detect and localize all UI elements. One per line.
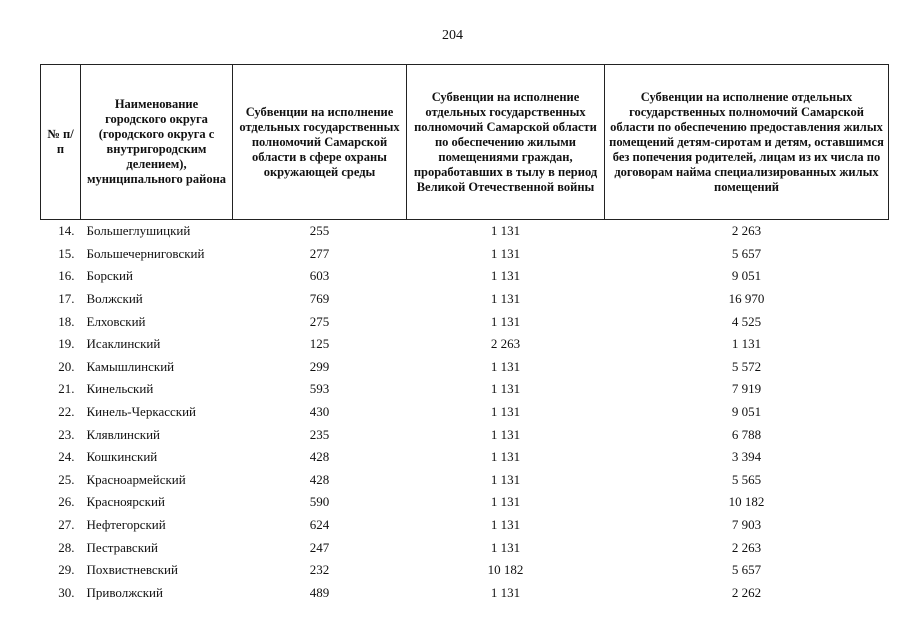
municipality-name-cell: Кинельский [86, 381, 154, 397]
table-row [41, 333, 889, 356]
row-number-cell: 18. [58, 313, 75, 329]
municipality-name-cell: Большеглушицкий [86, 223, 191, 239]
table-row [41, 491, 889, 514]
row-number-cell: 24. [58, 449, 75, 465]
row-number-cell: 30. [58, 584, 75, 600]
table-row [41, 288, 889, 311]
table-row [41, 265, 889, 288]
orphans-housing-subvention-cell: 16 970 [728, 291, 765, 307]
orphans-housing-subvention-cell: 2 263 [731, 539, 762, 555]
environment-subvention-cell: 769 [309, 291, 330, 307]
table-row [41, 243, 889, 266]
subventions-table [40, 64, 889, 604]
home-front-housing-subvention-cell: 1 131 [490, 426, 521, 442]
home-front-housing-subvention-cell: 1 131 [490, 381, 521, 397]
row-number-cell: 21. [58, 381, 75, 397]
row-number-cell: 27. [58, 517, 75, 533]
environment-subvention-cell: 232 [309, 562, 330, 578]
municipality-name-cell: Красноармейский [86, 471, 186, 487]
table-header [41, 65, 889, 220]
page-number: 204 [442, 28, 463, 43]
table-header-row [41, 65, 889, 220]
row-number-cell: 29. [58, 562, 75, 578]
orphans-housing-subvention-cell: 5 572 [731, 358, 762, 374]
municipality-name-cell: Большечерниговский [86, 245, 205, 261]
municipality-name-cell: Камышлинский [86, 358, 175, 374]
home-front-housing-subvention-cell: 1 131 [490, 245, 521, 261]
environment-subvention-cell: 299 [309, 358, 330, 374]
home-front-housing-subvention-cell: 1 131 [490, 223, 521, 239]
table-row [41, 310, 889, 333]
row-number-cell: 15. [58, 245, 75, 261]
municipality-name-cell: Исаклинский [86, 336, 161, 352]
home-front-housing-subvention-cell: 1 131 [490, 404, 521, 420]
home-front-housing-subvention-cell: 1 131 [490, 313, 521, 329]
home-front-housing-subvention-cell: 1 131 [490, 449, 521, 465]
home-front-housing-subvention-cell: 1 131 [490, 494, 521, 510]
table-row [41, 423, 889, 446]
row-number-cell: 14. [58, 223, 75, 239]
header-environment-subvention: Субвенции на исполнение отдельных государственных полномочий Самарской области в сфере охраны окружающей среды [233, 65, 407, 220]
orphans-housing-subvention-cell: 1 131 [731, 336, 762, 352]
header-home-front-housing-subvention: Субвенции на исполнение отдельных государственных полномочий Самарской области по обеспечению жилыми помещениями граждан, проработавших в тылу в период Великой Отечественной войны [407, 65, 605, 220]
orphans-housing-subvention-cell: 3 394 [731, 449, 762, 465]
environment-subvention-cell: 430 [309, 404, 330, 420]
table-row [41, 536, 889, 559]
home-front-housing-subvention-cell: 1 131 [490, 358, 521, 374]
home-front-housing-subvention-cell: 1 131 [490, 517, 521, 533]
environment-subvention-cell: 428 [309, 449, 330, 465]
environment-subvention-cell: 247 [309, 539, 330, 555]
row-number-cell: 19. [58, 336, 75, 352]
municipality-name-cell: Борский [86, 268, 133, 284]
table-row [41, 220, 889, 243]
table-row [41, 469, 889, 492]
municipality-name-cell: Нефтегорский [86, 517, 166, 533]
orphans-housing-subvention-cell: 2 262 [731, 584, 762, 600]
municipality-name-cell: Кошкинский [86, 449, 158, 465]
table-row [41, 514, 889, 537]
table-row [41, 356, 889, 379]
home-front-housing-subvention-cell: 1 131 [490, 539, 521, 555]
orphans-housing-subvention-cell: 7 919 [731, 381, 762, 397]
environment-subvention-cell: 624 [309, 517, 330, 533]
table-row [41, 401, 889, 424]
table-row [41, 582, 889, 605]
municipality-name-cell: Кинель-Черкасский [86, 404, 196, 420]
environment-subvention-cell: 593 [309, 381, 330, 397]
row-number-cell: 25. [58, 471, 75, 487]
municipality-name-cell: Похвистневский [86, 562, 178, 578]
table-row [41, 446, 889, 469]
orphans-housing-subvention-cell: 2 263 [731, 223, 762, 239]
environment-subvention-cell: 590 [309, 494, 330, 510]
header-municipality-name: Наименование городского округа (городского округа с внутригородским делением), муниципального района [81, 65, 233, 220]
municipality-name-cell: Волжский [86, 291, 143, 307]
header-orphans-housing-subvention: Субвенции на исполнение отдельных государственных полномочий Самарской области по обеспечению предоставления жилых помещений детям-сиротам и детям, оставшимся без попечения родителей, лицам из их числа по договорам найма специализированных жилых помещений [605, 65, 889, 220]
home-front-housing-subvention-cell: 10 182 [487, 562, 524, 578]
orphans-housing-subvention-cell: 9 051 [731, 268, 762, 284]
environment-subvention-cell: 277 [309, 245, 330, 261]
municipality-name-cell: Клявлинский [86, 426, 161, 442]
table-row [41, 378, 889, 401]
orphans-housing-subvention-cell: 7 903 [731, 517, 762, 533]
home-front-housing-subvention-cell: 2 263 [490, 336, 521, 352]
environment-subvention-cell: 603 [309, 268, 330, 284]
home-front-housing-subvention-cell: 1 131 [490, 291, 521, 307]
table-row [41, 559, 889, 582]
municipality-name-cell: Елховский [86, 313, 146, 329]
row-number-cell: 16. [58, 268, 75, 284]
municipality-name-cell: Красноярский [86, 494, 165, 510]
row-number-cell: 28. [58, 539, 75, 555]
table-body [41, 220, 889, 605]
orphans-housing-subvention-cell: 5 565 [731, 471, 762, 487]
row-number-cell: 17. [58, 291, 75, 307]
row-number-cell: 20. [58, 358, 75, 374]
environment-subvention-cell: 489 [309, 584, 330, 600]
municipality-name-cell: Пестравский [86, 539, 158, 555]
home-front-housing-subvention-cell: 1 131 [490, 584, 521, 600]
environment-subvention-cell: 125 [309, 336, 330, 352]
orphans-housing-subvention-cell: 9 051 [731, 404, 762, 420]
home-front-housing-subvention-cell: 1 131 [490, 268, 521, 284]
orphans-housing-subvention-cell: 6 788 [731, 426, 762, 442]
municipality-name-cell: Приволжский [86, 584, 163, 600]
row-number-cell: 23. [58, 426, 75, 442]
orphans-housing-subvention-cell: 4 525 [731, 313, 762, 329]
row-number-cell: 26. [58, 494, 75, 510]
orphans-housing-subvention-cell: 10 182 [728, 494, 765, 510]
header-row-number: № п/п [41, 65, 81, 220]
environment-subvention-cell: 275 [309, 313, 330, 329]
environment-subvention-cell: 235 [309, 426, 330, 442]
orphans-housing-subvention-cell: 5 657 [731, 245, 762, 261]
home-front-housing-subvention-cell: 1 131 [490, 471, 521, 487]
environment-subvention-cell: 255 [309, 223, 330, 239]
environment-subvention-cell: 428 [309, 471, 330, 487]
orphans-housing-subvention-cell: 5 657 [731, 562, 762, 578]
row-number-cell: 22. [58, 404, 75, 420]
